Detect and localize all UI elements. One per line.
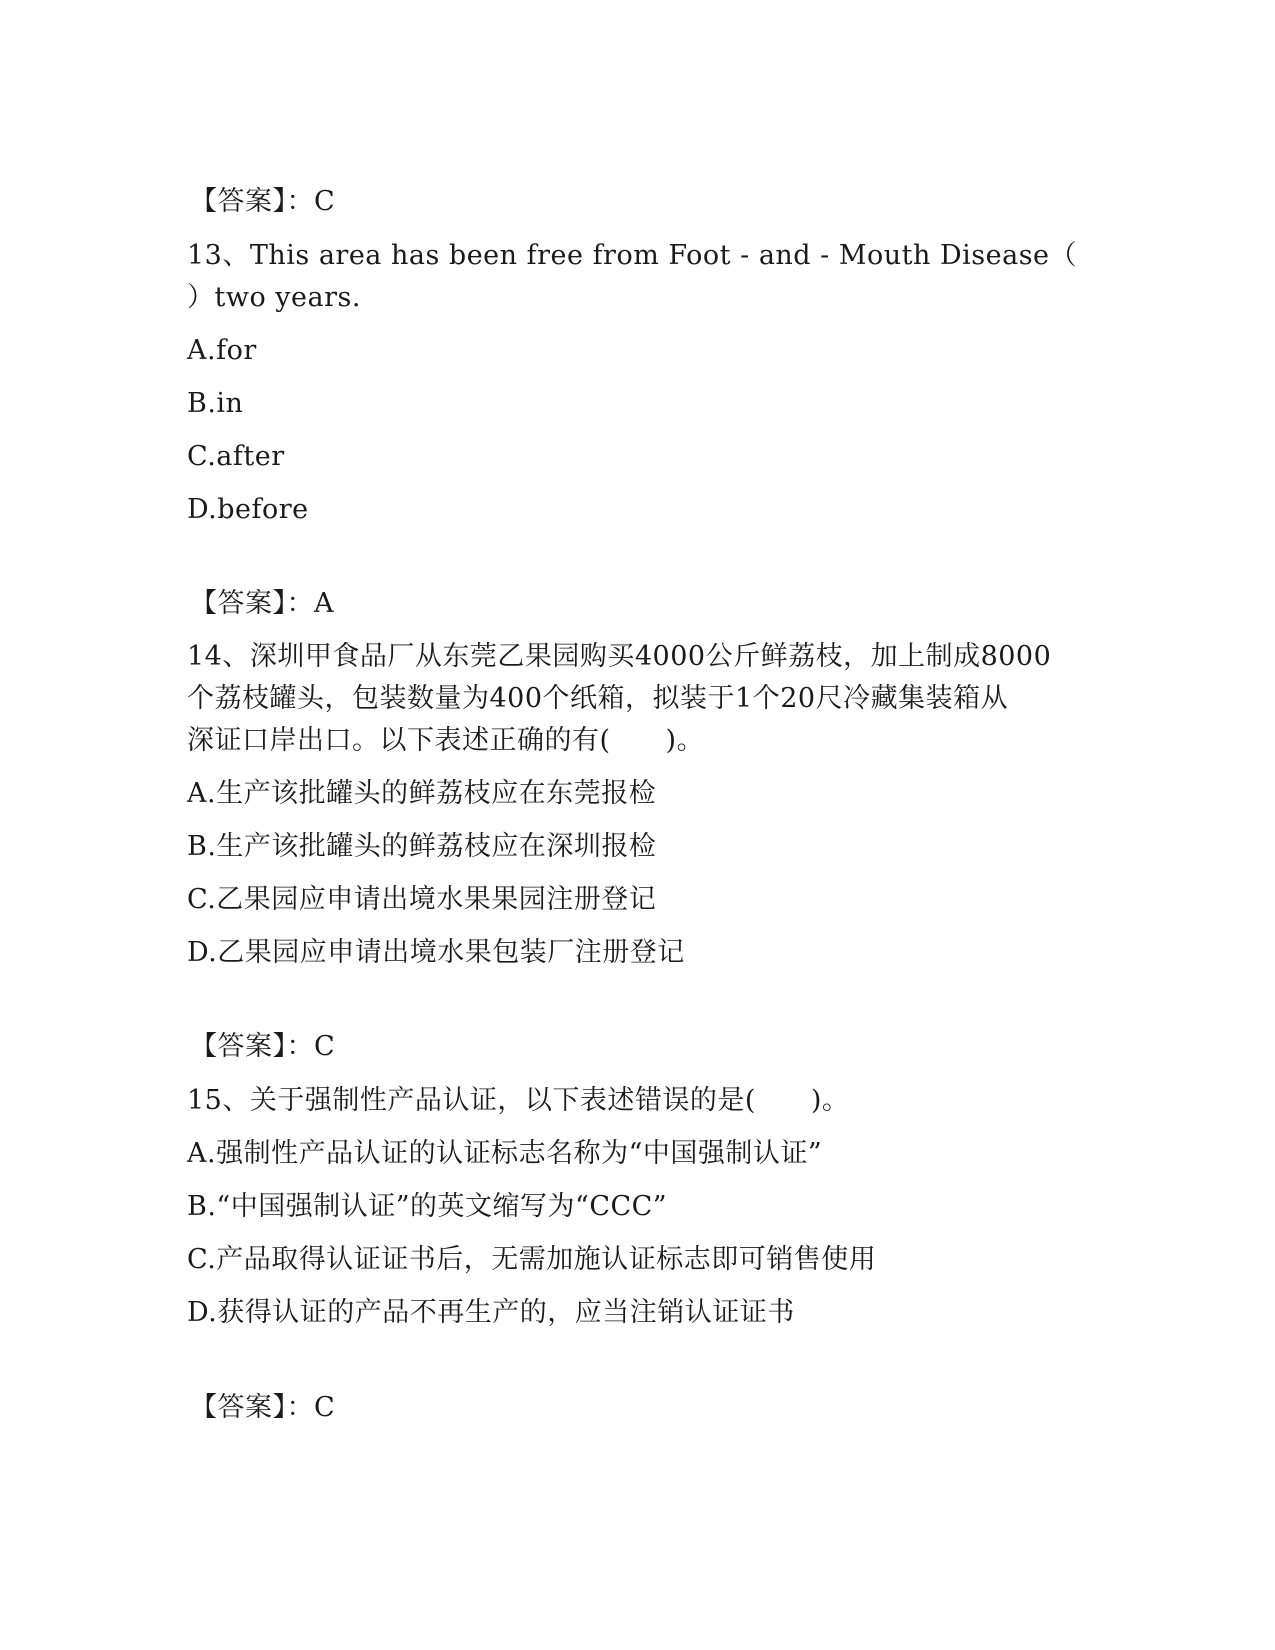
answer-separator: ： [286,588,314,619]
question-14-option-b: B.生产该批罐头的鲜荔枝应在深圳报检 [187,831,657,862]
question-15-option-a: A.强制性产品认证的认证标志名称为“中国强制认证” [187,1138,823,1169]
answer-line [190,1390,335,1426]
question-13-option-c: C.after [187,441,285,472]
answer-label: 【答案】 [190,1031,287,1062]
question-14-option-d: D.乙果园应申请出境水果包装厂注册登记 [187,937,685,968]
question-13-option-a: A.for [187,335,257,366]
answer-separator: ： [286,186,314,217]
question-14-option-a: A.生产该批罐头的鲜荔枝应在东莞报检 [187,778,657,809]
question-13-text-line-1: 13、This area has been free from Foot - and - Mouth Disease（ [187,240,1078,271]
answer-value: C [314,1392,336,1423]
answer-value: C [314,186,336,217]
question-13-text-line-2: ）two years. [187,282,361,313]
question-14-option-c: C.乙果园应申请出境水果果园注册登记 [187,884,657,915]
answer-separator: ： [286,1031,314,1062]
answer-value: A [314,588,334,619]
answer-label: 【答案】 [190,588,287,619]
answer-label: 【答案】 [190,1392,287,1423]
question-13-option-d: D.before [187,494,309,525]
question-15-option-b: B.“中国强制认证”的英文缩写为“CCC” [187,1191,668,1222]
answer-separator: ： [286,1392,314,1423]
question-14-text-line-3: 深证口岸出口。以下表述正确的有( )。 [187,725,705,756]
answer-line [190,184,335,220]
question-14-text-line-2: 个荔枝罐头，包装数量为400个纸箱，拟装于1个20尺冷藏集装箱从 [187,683,1009,714]
answer-line [190,586,334,622]
answer-value: C [314,1031,336,1062]
question-14-text-line-1: 14、深圳甲食品厂从东莞乙果园购买4000公斤鲜荔枝，加上制成8000 [187,641,1052,672]
answer-label: 【答案】 [190,186,287,217]
question-15-option-d: D.获得认证的产品不再生产的，应当注销认证证书 [187,1297,795,1328]
question-15-option-c: C.产品取得认证证书后，无需加施认证标志即可销售使用 [187,1244,877,1275]
answer-line [190,1029,335,1065]
question-15-text-line-1: 15、关于强制性产品认证，以下表述错误的是( )。 [187,1085,850,1116]
question-13-option-b: B.in [187,388,244,419]
